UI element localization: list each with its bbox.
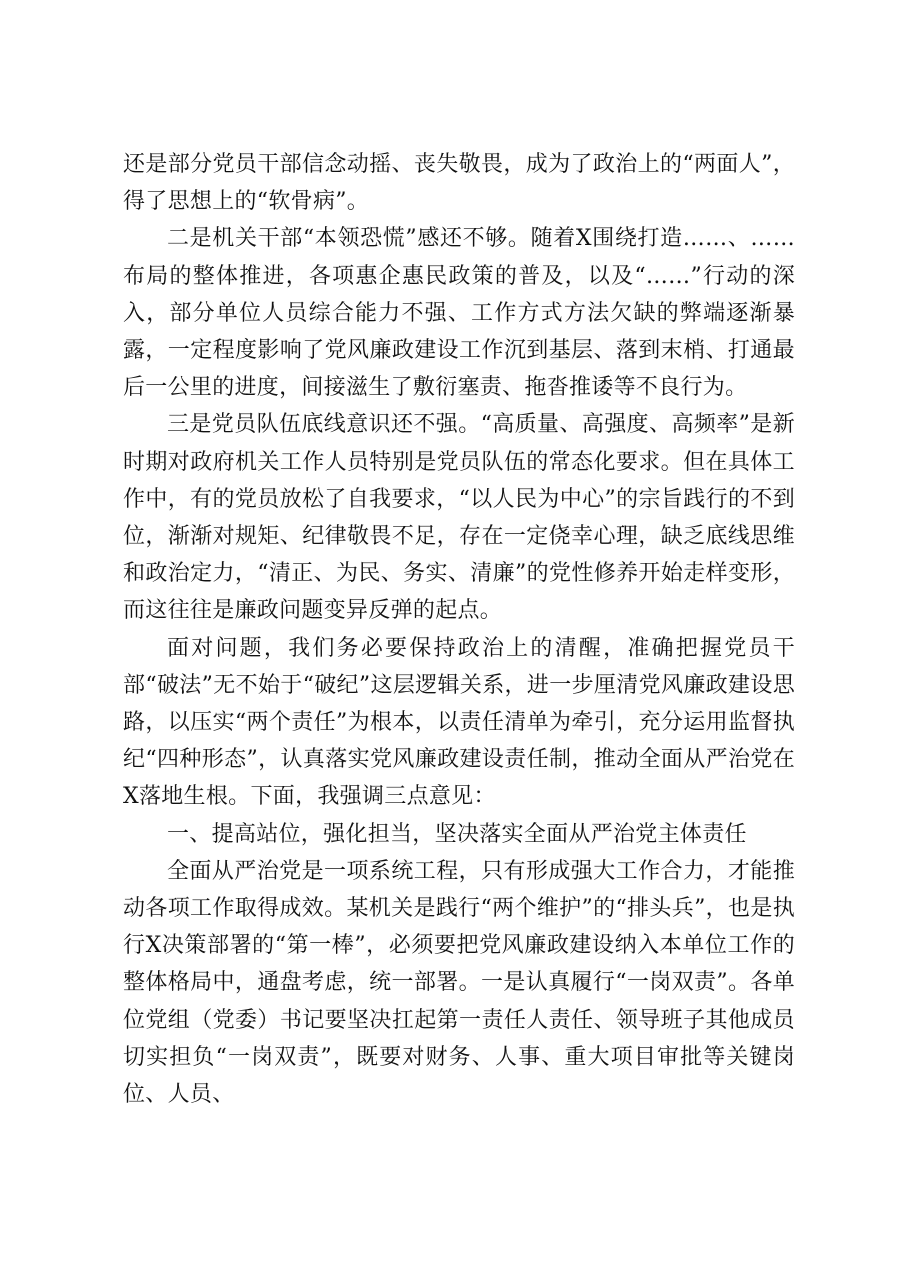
section-heading-one: 一、提高站位，强化担当，坚决落实全面从严治党主体责任: [167, 821, 747, 847]
document-body: [123, 146, 795, 1113]
paragraph-continued: 还是部分党员干部信念动摇、丧失敬畏，成为了政治上的“两面人”，得了思想上的“软骨病”。: [123, 152, 795, 215]
paragraph-cadre-skills: 二是机关干部“本领恐慌”感还不够。随着X围绕打造……、……布局的整体推进，各项惠企惠民政策的普及，以及“……”行动的深入，部分单位人员综合能力不强、工作方式方法欠缺的弊端逐渐暴露，一定程度影响了党风廉政建设工作沉到基层、落到末梢、打通最后一公里的进度，间接滋生了敷衍塞责、拖沓推诿等不良行为。: [123, 226, 795, 401]
paragraph-facing-problems: 面对问题，我们务必要保持政治上的清醒，准确把握党员干部“破法”无不始于“破纪”这层逻辑关系，进一步厘清党风廉政建设思路，以压实“两个责任”为根本，以责任清单为牵引，充分运用监督执纪“四种形态”，认真落实党风廉政建设责任制，推动全面从严治党在X落地生根。下面，我强调三点意见：: [123, 635, 795, 810]
paragraph-bottom-line: 三是党员队伍底线意识还不强。“高质量、高强度、高频率”是新时期对政府机关工作人员特别是党员队伍的常态化要求。但在具体工作中，有的党员放松了自我要求，“以人民为中心”的宗旨践行的不到位，渐渐对规矩、纪律敬畏不足，存在一定侥幸心理，缺乏底线思维和政治定力，“清正、为民、务实、清廉”的党性修养开始走样变形，而这往往是廉政问题变异反弹的起点。: [123, 412, 795, 624]
paragraph-systematic-project: 全面从严治党是一项系统工程，只有形成强大工作合力，才能推动各项工作取得成效。某机关是践行“两个维护”的“排头兵”，也是执行X决策部署的“第一棒”，必须要把党风廉政建设纳入本单位工作的整体格局中，通盘考虑，统一部署。一是认真履行“一岗双责”。各单位党组（党委）书记要坚决扛起第一责任人责任、领导班子其他成员切实担负“一岗双责”，既要对财务、人事、重大项目审批等关键岗位、人员、: [123, 858, 795, 1108]
